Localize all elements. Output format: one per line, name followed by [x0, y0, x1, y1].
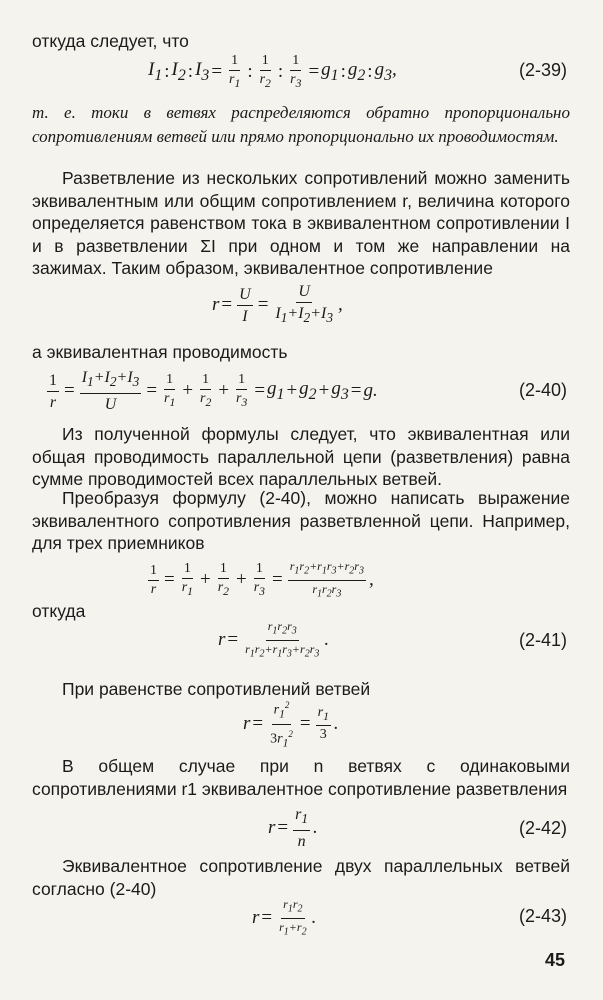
text-line-otkuda: откуда [32, 601, 86, 621]
page-number: 45 [544, 950, 565, 970]
text-line-conductance: а эквивалентная проводимость [32, 342, 288, 362]
paragraph-conductance-sum: Из полученной формулы следует, что эквивалентная или общая проводимость параллельной цепи (разветвления) равна сумме проводимостей всех параллельных ветвей. [32, 424, 570, 489]
equation-2-42: r = $\frac{r_1}{n}$ . [268, 806, 318, 850]
equation-number-2-39: (2-39) [518, 60, 567, 80]
equation-number-2-42: (2-42) [518, 818, 567, 838]
equation-2-43: r = $\frac{r_1r_2}{r_1+r_2}$ . [252, 897, 317, 937]
text-line-1: откуда следует, что [32, 31, 189, 51]
equation-equal-branches: r = $\frac{r_1^2}{3r_1^2}$ = $\frac{r_1}{3}$ . [243, 702, 339, 746]
paragraph-n-branches: В общем случае при n ветвях с одинаковыми сопротивлениями r1 эквивалентное сопротивление разветвления [32, 756, 570, 799]
equation-2-41: r = $\frac{r_1r_2r_3}{r_1r_2+r_1r_3+r_2r_3}$ . [218, 619, 330, 659]
paragraph-three-receivers: Преобразуя формулу (2-40), можно написать выражение эквивалентного сопротивления разветвленной цепи. Например, для трех приемников [32, 488, 570, 553]
equation-number-2-41: (2-41) [518, 630, 567, 650]
paragraph-currents-text: т. е. токи в ветвях распределяются обратно пропорционально сопротивлениям ветвей или прямо пропорционально их проводимостям. [32, 103, 570, 146]
paragraph-currents [32, 101, 570, 148]
equation-number-2-43: (2-43) [518, 906, 567, 926]
paragraph-two-branches: Эквивалентное сопротивление двух параллельных ветвей согласно (2-40) [32, 856, 570, 899]
paragraph-equivalent-resistance: Разветвление из нескольких сопротивлений можно заменить эквивалентным или общим сопротивлением r, величина которого определяется равенством тока в эквивалентном сопротивлении I и в разветвлении ΣI при одном и том же направлении на зажимах. Таким образом, эквивалентное сопротивление [32, 168, 570, 278]
equation-number-2-40: (2-40) [518, 380, 567, 400]
equation-2-40: $\frac{1}{r}$ = $\frac{I_1+I_2+I_3}{U}$ = $\frac{1}{r_1}$ + $\frac{1}{r_2}$ + $\frac{1}{r_3}$ = $g_1$ + $g_2$ + $g_3$ = g. [49, 369, 378, 413]
equation-2-39: $I_1$ : $I_2$ : $I_3$ = $\frac{1}{r_1}$ : $\frac{1}{r_2}$ : $\frac{1}{r_3}$ = $g_1$ : $g_2$ : $g_3$, [148, 52, 397, 90]
equation-equivalent-r: r = $\frac{U}{I}$ = $\frac{U}{I_1+I_2+I_3}$ , [212, 283, 343, 326]
text-line-equal-resistances: При равенстве сопротивлений ветвей [62, 679, 371, 699]
equation-three-receivers: $\frac{1}{r}$ = $\frac{1}{r_1}$ + $\frac{1}{r_2}$ + $\frac{1}{r_3}$ = $\frac{r_1r_2+r_1r_3+r_2r_3}{r_1r_2r_3}$ , [150, 559, 374, 599]
